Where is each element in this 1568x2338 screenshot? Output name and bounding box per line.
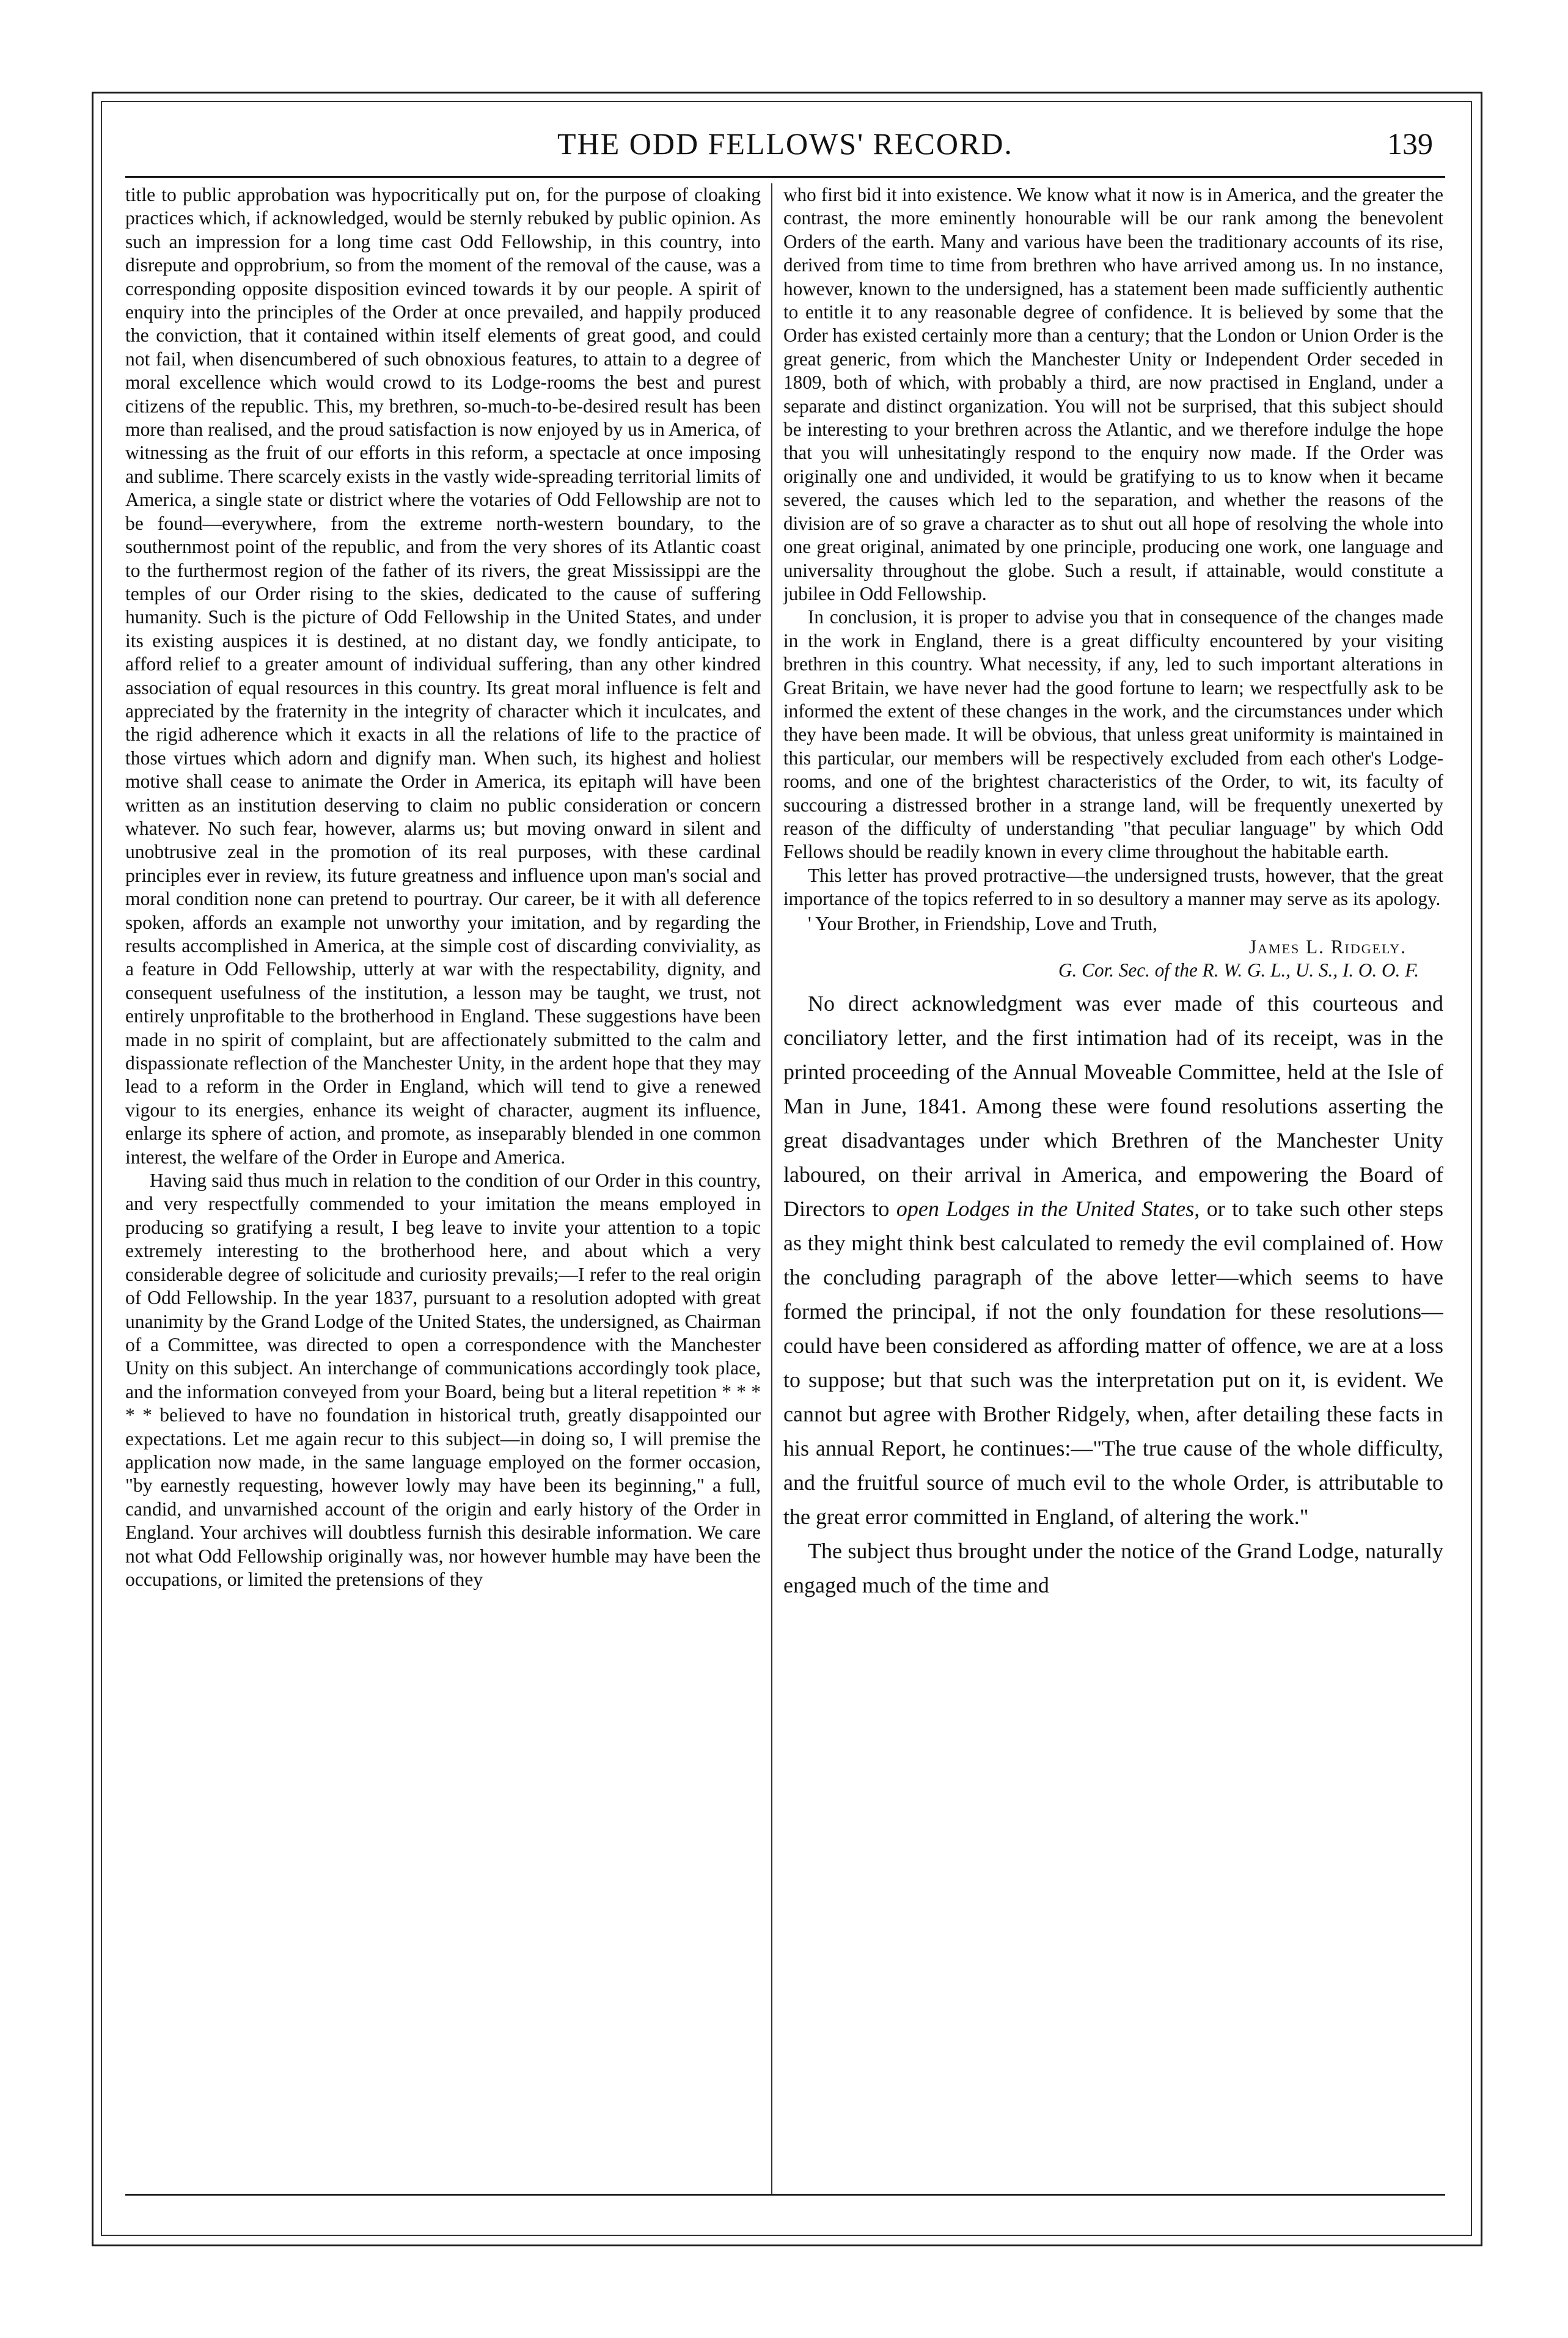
right-column bbox=[783, 183, 1443, 2188]
commentary-text-1: No direct acknowledgment was ever made of this courteous and conciliatory letter, and the first intimation had of its receipt, was in the printed proceeding of the Annual Moveable Committee, held at the Isle of Man in June, 1841. Among these were found resolutions asserting the great disadvantages under which Brethren of the Manchester Unity laboured, on their arrival in America, and empowering the Board of Directors to bbox=[783, 991, 1443, 1221]
signature-name: James L. Ridgely. bbox=[1249, 936, 1407, 958]
footer-rule bbox=[125, 2194, 1445, 2196]
right-paragraph-1: who first bid it into existence. We know what it now is in America, and the greater the contrast, the more eminently honourable will be our rank among the benevolent Orders of the earth. Many and various have been the traditionary accounts of its rise, derived from time to time from brethren who have arrived among us. In no instance, however, known to the undersigned, has a statement been made sufficiently authentic to entitle it to any reasonable degree of confidence. It is believed by some that the Order has existed certainly more than a century; that the London or Union Order is the great generic, from which the Manchester Unity or Independent Order seceded in 1809, both of which, with probably a third, are now practised in England, under a separate and distinct organization. You will not be surprised, that this subject should be interesting to your brethren across the Atlantic, and we therefore indulge the hope that you will unhesitatingly respond to the enquiry now made. If the Order was originally one and undivided, it would be gratifying to us to know when it became severed, the causes which led to the separation, and whether the reasons of the division are of so grave a character as to shut out all hope of resolving the whole into one great original, animated by one principle, producing one work, one language and universality throughout the globe. Such a result, if attainable, would constitute a jubilee in Odd Fellowship. bbox=[783, 184, 1443, 604]
letter-continuation bbox=[783, 183, 1443, 983]
editorial-commentary bbox=[783, 986, 1443, 1602]
commentary-italic-phrase: open Lodges in the United States, bbox=[896, 1196, 1200, 1221]
right-paragraph-3: This letter has proved protractive—the undersigned trusts, however, that the great importance of the topics referred to in so desultory a manner may serve as its apology. bbox=[783, 864, 1443, 910]
running-title: THE ODD FELLOWS' RECORD. bbox=[557, 126, 1013, 161]
page-number: 139 bbox=[1387, 126, 1433, 161]
left-paragraph-1: title to public approbation was hypocritically put on, for the purpose of cloaking practices which, if acknowledged, would be sternly rebuked by public opinion. As such an impression for a long time cast Odd Fellowship, in this country, into disrepute and opprobrium, so from the moment of the removal of the cause, was a corresponding opposite disposition evinced towards it by our people. A spirit of enquiry into the principles of the Order at once prevailed, and happily produced the conviction, that it contained within itself elements of great good, and could not fail, when disencumbered of such obnoxious features, to attain to a degree of moral excellence which would crowd to its Lodge-rooms the best and purest citizens of the republic. This, my brethren, so-much-to-be-desired result has been more than realised, and the proud satisfaction is now enjoyed by us in America, of witnessing as the fruit of our efforts in this reform, a spectacle at once imposing and sublime. There scarcely exists in the vastly wide-spreading territorial limits of America, a single state or district where the votaries of Odd Fellowship are not to be found—everywhere, from the extreme north-western boundary, to the southernmost point of the republic, and from the very shores of its Atlantic coast to the furthermost region of the father of its rivers, the great Mississippi are the temples of our Order rising to the skies, dedicated to the cause of suffering humanity. Such is the picture of Odd Fellowship in the United States, and under its existing auspices it is destined, at no distant day, we fondly anticipate, to afford relief to a greater amount of individual suffering, than any other kindred association of equal resources in this country. Its great moral influence is felt and appreciated by the fraternity in the integrity of character which it inculcates, and the rigid adherence which it exacts in all the relations of life to the practice of those virtues which adorn and dignify man. When such, its highest and holiest motive shall cease to animate the Order in America, its epitaph will have been written as an institution deserving to claim no public consideration or concern whatever. No such fear, however, alarms us; but moving onward in silent and unobtrusive zeal in the promotion of its real purposes, with these cardinal principles ever in review, its future greatness and influence upon man's social and moral condition none can pretend to pourtray. Our career, be it with all deference spoken, affords an example not unworthy your imitation, and by regarding the results accomplished in America, at the simple cost of discarding conviviality, as a feature in Odd Fellowship, utterly at war with the respectability, dignity, and consequent usefulness of the institution, a lesson may be taught, we trust, not entirely unprofitable to the brotherhood in England. These suggestions have been made in no spirit of complaint, but are affectionately submitted to the calm and dispassionate reflection of the Manchester Unity, in the ardent hope that they may lead to a reform in the Order in England, which will tend to give a renewed vigour to its energies, enhance its weight of character, augment its influence, enlarge its sphere of action, and promote, as inseparably blended in one common interest, the welfare of the Order in Europe and America. bbox=[125, 184, 761, 1168]
letter-closing: ' Your Brother, in Friendship, Love and Truth, bbox=[808, 912, 1157, 934]
commentary-text-2: or to take such other steps as they might think best calculated to remedy the evil complained of. How the concluding paragraph of the above letter—which seems to have formed the principal, if not the only foundation for these resolutions—could have been considered as affording matter of offence, we are at a loss to suppose; but that such was the interpretation put on it, is evident. We cannot but agree with Brother Ridgely, when, after detailing these facts in his annual Report, he continues:—"The true cause of the whole difficulty, and the fruitful source of much evil to the whole Order, is attributable to the great error committed in England, of altering the work." bbox=[783, 1196, 1443, 1529]
page-header bbox=[125, 122, 1445, 177]
commentary-paragraph-1 bbox=[783, 986, 1443, 1534]
left-paragraph-2: Having said thus much in relation to the condition of our Order in this country, and very respectfully commended to your imitation the means employed in producing so gratifying a result, I beg leave to invite your attention to a topic extremely interesting to the brotherhood here, and about which a very considerable degree of solicitude and curiosity prevails;—I refer to the real origin of Odd Fellowship. In the year 1837, pursuant to a resolution adopted with great unanimity by the Grand Lodge of the United States, the undersigned, as Chairman of a Committee, was directed to open a correspondence with the Manchester Unity on this subject. An interchange of communications accordingly took place, and the information conveyed from your Board, being but a literal repetition * * * * * believed to have no foundation in historical truth, greatly disappointed our expectations. Let me again recur to this subject—in doing so, I will premise the application now made, in the same language employed on the former occasion, "by earnestly requesting, however lowly may have been its beginning," a full, candid, and unvarnished account of the origin and early history of the Order in England. Your archives will doubtless furnish this desirable information. We care not what Odd Fellowship originally was, nor however humble may have been the occupations, or limited the pretensions of they bbox=[125, 1170, 761, 1590]
column-divider bbox=[771, 183, 772, 2194]
right-paragraph-2: In conclusion, it is proper to advise you that in consequence of the changes made in the work in England, there is a great difficulty encountered by your visiting brethren in this country. What necessity, if any, led to such important alterations in Great Britain, we have never had the good fortune to learn; we respectfully ask to be informed the extent of these changes in the work, and the circumstances under which they have been made. It will be obvious, that unless great uniformity is maintained in this particular, our members will be respectively excluded from each other's Lodge-rooms, and one of the brightest characteristics of the Order, to wit, its faculty of succouring a distressed brother in a strange land, will be frequently unexerted by reason of the difficulty of understanding "that peculiar language" by which Odd Fellows should be readily known in every clime throughout the habitable earth. bbox=[783, 606, 1443, 863]
commentary-paragraph-2: The subject thus brought under the notice of the Grand Lodge, naturally engaged much of the time and bbox=[783, 1538, 1443, 1597]
signature-title: G. Cor. Sec. of the R. W. G. L., U. S., I. O. O. F. bbox=[1058, 959, 1419, 981]
left-column bbox=[125, 183, 761, 2188]
header-rule bbox=[125, 176, 1445, 178]
